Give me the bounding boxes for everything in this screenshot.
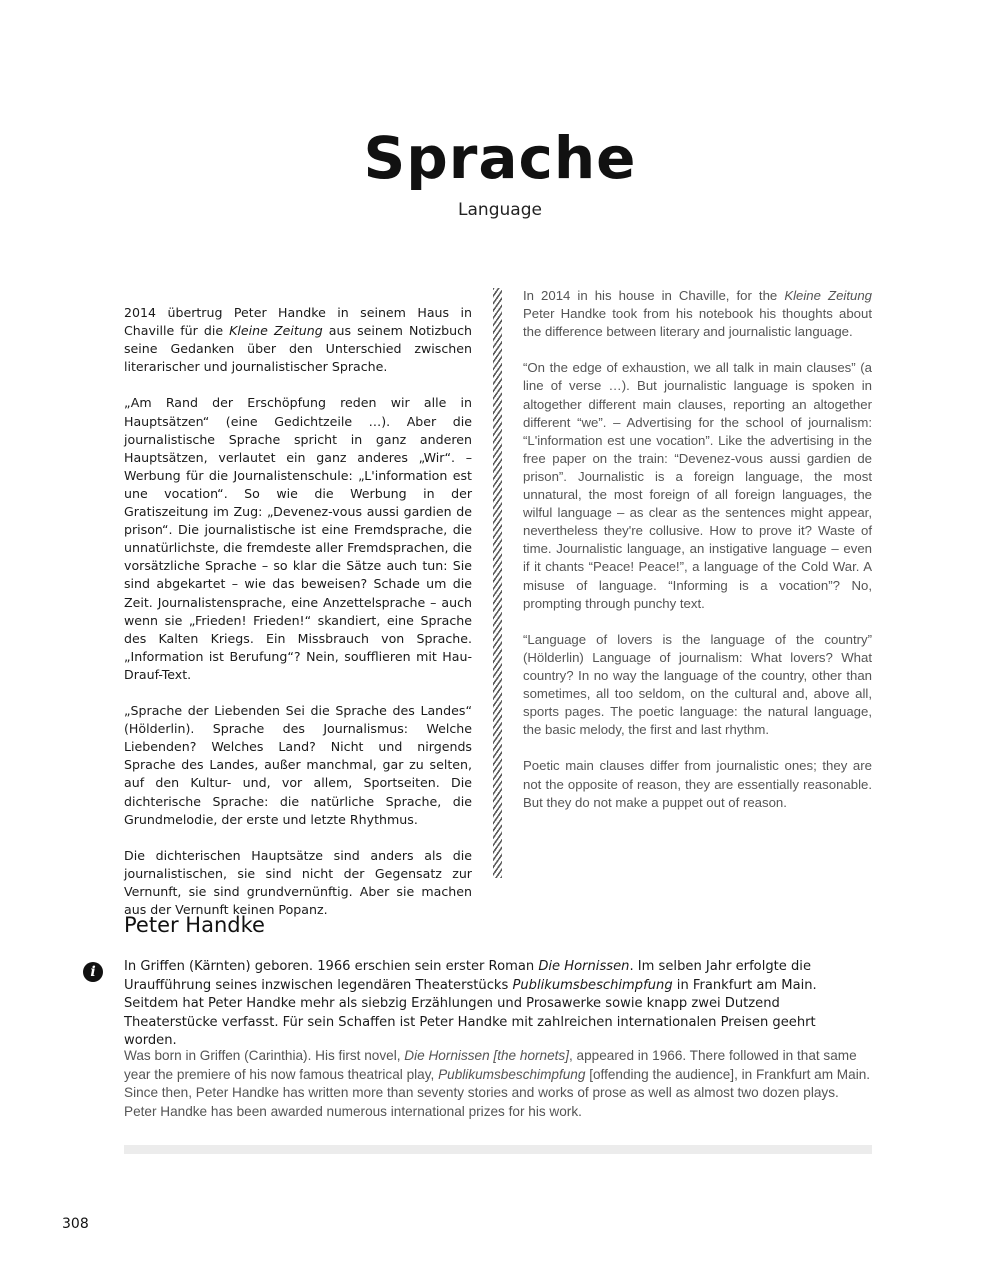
author-bio-english bbox=[124, 1047, 872, 1121]
german-column bbox=[124, 304, 472, 937]
bio-de-text-2: . Im selben Jahr erfolgte die Uraufführung seines inzwischen legendären Theaterstücks bbox=[124, 959, 811, 993]
german-p1-text: 2014 übertrug Peter Handke in seinem Haus in Chaville für die bbox=[124, 305, 472, 339]
english-paragraph-1 bbox=[523, 287, 872, 341]
bio-en-text-1: Was born in Griffen (Carinthia). His first novel, bbox=[124, 1048, 405, 1063]
english-p1-text: In 2014 in his house in Chaville, for the bbox=[523, 288, 785, 303]
author-heading: Peter Handke bbox=[124, 913, 265, 937]
german-p1-text-end: aus seinem Notizbuch seine Gedanken über den Unterschied zwischen literarischer und journalistischer Sprache. bbox=[124, 323, 472, 375]
bottom-rule bbox=[124, 1145, 872, 1154]
bio-en-play-title: Publikumsbeschimpfung bbox=[438, 1066, 586, 1082]
german-paragraph-2: „Am Rand der Erschöpfung reden wir alle in Hauptsätzen“ (eine Gedichtzeile …). Aber die journalistische Sprache spricht in ganz anderen Hauptsätzen, verlautet ein ganz anderes „Wir“. – Werbung für die Journalistenschule: „L'information est une vocation“. So wie die Werbung in der Gratiszeitung im Zug: „Devenez-vous aussi gardien de prison“. Die journalistische ist eine Fremdsprache, die unnatürlichste, die fremdeste aller Fremdsprachen, die vorsätzliche Sprache – so klar die Sätze auch tun: Sie sind abgekartet – wie das beweisen? Schade um die Zeit. Journalistensprache, eine Anzettelsprache – auch wenn sie „Frieden! Frieden!“ skandiert, eine Sprache des Kalten Kriegs. Ein Missbrauch von Sprache. „Information ist Berufung“? Nein, soufflieren mit Hau-Drauf-Text. bbox=[124, 395, 472, 682]
english-p1-text-end: Peter Handke took from his notebook his thoughts about the difference between literary and journalistic language. bbox=[523, 306, 872, 340]
bio-de-text-1: In Griffen (Kärnten) geboren. 1966 erschien sein erster Roman bbox=[124, 959, 539, 974]
bio-en-novel-title: Die Hornissen [the hornets] bbox=[404, 1048, 569, 1063]
german-paragraph-4: Die dichterischen Hauptsätze sind anders als die journalistischen, sie sind nicht der Gegensatz zur Vernunft, sie sind grundvernünftig. Aber sie machen aus der Vernunft keinen Popanz. bbox=[124, 847, 472, 918]
bio-de-novel-title: Die Hornissen bbox=[538, 959, 630, 974]
page-number: 308 bbox=[62, 1216, 89, 1232]
bio-en-text-2: , appeared in 1966. There followed in that same year the premiere of his now famous theatrical play, bbox=[124, 1048, 857, 1082]
english-column bbox=[523, 287, 872, 830]
german-paragraph-3: „Sprache der Liebenden Sei die Sprache des Landes“ (Hölderlin). Sprache des Journalismus: Welche Liebenden? Welches Land? Nicht und nirgends Sprache des Landes, außer manchmal, gar zu selten, auf den Kultur- und, vor allem, Sportseiten. Die dichterische Sprache: die natürliche Sprache, die Grundmelodie, der erste und letzte Rhythmus. bbox=[124, 703, 472, 827]
page-title: Sprache bbox=[363, 124, 637, 192]
german-paragraph-1 bbox=[124, 304, 472, 376]
info-icon: i bbox=[83, 962, 103, 982]
english-paragraph-4: Poetic main clauses differ from journalistic ones; they are not the opposite of reason, they are essentially reasonable. But they do not make a puppet out of reason. bbox=[523, 758, 872, 810]
english-paragraph-3: “Language of lovers is the language of the country” (Hölderlin) Language of journalism: What lovers? What country? In no way the language of the country, other than sometimes, all too seldom, on the cultural and, above all, sports pages. The poetic language: the natural language, the basic melody, the first and last rhythm. bbox=[523, 631, 872, 738]
author-bio-german bbox=[124, 958, 872, 1051]
bio-en-text-3: [offending the audience], in Frankfurt am Main. Since then, Peter Handke has written more than seventy stories and works of prose as well as almost two dozen plays. Peter Handke has been awarded numerous international prizes for his work. bbox=[124, 1066, 871, 1119]
hatched-divider bbox=[493, 288, 502, 878]
page-subtitle: Language bbox=[458, 200, 542, 220]
bio-de-play-title: Publikumsbeschimpfung bbox=[512, 977, 673, 993]
german-p1-newspaper: Kleine Zeitung bbox=[229, 323, 323, 339]
bio-de-text-3: in Frankfurt am Main. Seitdem hat Peter Handke mehr als siebzig Erzählungen und Prosawerke sowie knapp zwei Dutzend Theaterstücke verfasst. Für sein Schaffen ist Peter Handke mit zahlreichen internationalen Preisen geehrt worden. bbox=[124, 977, 817, 1048]
english-paragraph-2: “On the edge of exhaustion, we all talk in main clauses” (a line of verse …). But journalistic language is spoken in altogether different main clauses, reporting an altogether different “we”. – Advertising for the school of journalism: “L'information est une vocation”. Like the advertising in the free paper on the train: “Devenez-vous aussi gardien de prison”. Journalistic is a foreign language, the most unnatural, the most foreign of all foreign languages, the wilful language – as clear as the sentences might appear, nevertheless they're collusive. How to prove it? Waste of time. Journalistic language, an instigative language – even if it chants “Peace! Peace!”, a language of the Cold War. A misuse of language. “Informing is a vocation”? No, prompting through punchy text. bbox=[523, 360, 872, 611]
english-p1-newspaper: Kleine Zeitung bbox=[784, 288, 872, 303]
